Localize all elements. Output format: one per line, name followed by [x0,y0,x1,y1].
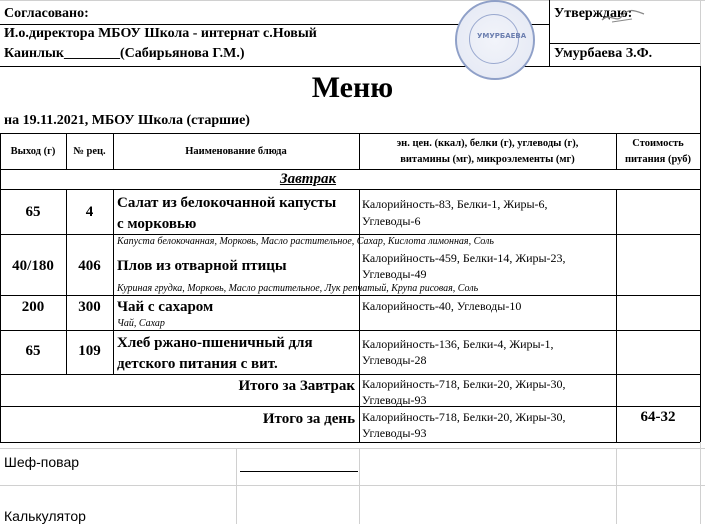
col-header-yield: Выход (г) [10,146,56,157]
header-rule [549,43,700,44]
agreed-line-1: И.о.директора МБОУ Школа - интернат с.Новый [4,26,317,41]
row-nutrition-line-1: Калорийность-40, Углеводы-10 [362,299,522,313]
page-title: Меню [311,71,394,104]
col-header-nutrition-2: витамины (мг), микроэлементы (мг) [400,154,575,165]
approve-name: Умурбаева З.Ф. [554,46,653,61]
day-total-label: Итого за день [262,411,355,427]
row-ingredients: Куриная грудка, Морковь, Масло растительное, Лук репчатый, Крупа рисовая, Соль [117,283,479,294]
row-recipe: 4 [85,204,94,220]
row-nutrition-line-2: Углеводы-6 [362,214,421,228]
row-dish-line-1: Чай с сахаром [117,299,214,315]
grid-line [359,448,360,524]
agreed-line-2: Каинлык________(Сабирьянова Г.М.) [4,46,245,61]
breakfast-total-label: Итого за Завтрак [238,378,355,394]
row-nutrition-line-2: Углеводы-49 [362,267,427,281]
table-rule [0,169,700,170]
table-rule [0,234,700,235]
chef-label: Шеф-повар [4,454,80,470]
row-recipe: 406 [78,258,101,274]
table-rule [0,442,700,443]
breakfast-total-line-2: Углеводы-93 [362,393,427,407]
calculator-label: Калькулятор [4,508,86,524]
row-ingredients: Чай, Сахар [117,318,165,329]
stamp-text: УМУРБАЕВА [477,32,527,40]
table-rule [0,330,700,331]
table-border [113,189,114,374]
header-divider [549,0,550,66]
day-total-line-1: Калорийность-718, Белки-20, Жиры-30, [362,410,566,424]
row-nutrition-line-2: Углеводы-28 [362,353,427,367]
row-dish-line-2: детского питания с вит. [117,356,278,372]
table-rule [0,406,700,407]
col-header-cost-1: Стоимость [632,138,684,149]
table-border [616,189,617,442]
row-ingredients: Капуста белокочанная, Морковь, Масло растительное, Сахар, Кислота лимонная, Соль [117,236,494,247]
row-nutrition-line-1: Калорийность-136, Белки-4, Жиры-1, [362,337,554,351]
row-dish-line-1: Плов из отварной птицы [117,258,287,274]
grid-line [0,485,705,486]
col-header-recipe: № рец. [73,146,106,157]
menu-subtitle: на 19.11.2021, МБОУ Школа (старшие) [4,113,250,128]
chef-signature-line [240,471,358,472]
col-header-nutrition-1: эн. цен. (ккал), белки (г), углеводы (г), [396,138,579,149]
row-yield: 65 [25,204,41,220]
agreed-title: Согласовано: [4,6,89,21]
row-recipe: 109 [78,343,101,359]
grid-line [616,448,617,524]
row-recipe: 300 [78,299,101,315]
day-total-line-2: Углеводы-93 [362,426,427,440]
table-rule [0,133,700,134]
grid-line [236,448,237,524]
table-border [700,66,701,442]
day-total-cost: 64-32 [640,409,676,425]
row-dish-line-2: с морковью [117,216,197,232]
table-rule [0,295,700,296]
signature-icon [598,6,648,28]
table-rule [0,189,700,190]
row-nutrition-line-1: Калорийность-459, Белки-14, Жиры-23, [362,251,566,265]
table-rule [0,374,700,375]
section-title: Завтрак [279,171,337,187]
row-nutrition-line-1: Калорийность-83, Белки-1, Жиры-6, [362,197,548,211]
header-rule [0,66,700,67]
row-dish-line-1: Хлеб ржано-пшеничный для [117,335,313,351]
row-yield: 65 [25,343,41,359]
row-yield: 200 [21,299,45,315]
row-yield: 40/180 [12,258,54,274]
breakfast-total-line-1: Калорийность-718, Белки-20, Жиры-30, [362,377,566,391]
official-stamp [455,0,535,80]
approve-title: Утверждаю: [554,6,633,21]
grid-line [0,0,705,1]
col-header-cost-2: питания (руб) [624,154,692,165]
grid-line [0,448,705,449]
table-border [359,189,360,442]
col-header-dish: Наименование блюда [185,146,287,157]
row-dish-line-1: Салат из белокочанной капусты [117,195,337,211]
